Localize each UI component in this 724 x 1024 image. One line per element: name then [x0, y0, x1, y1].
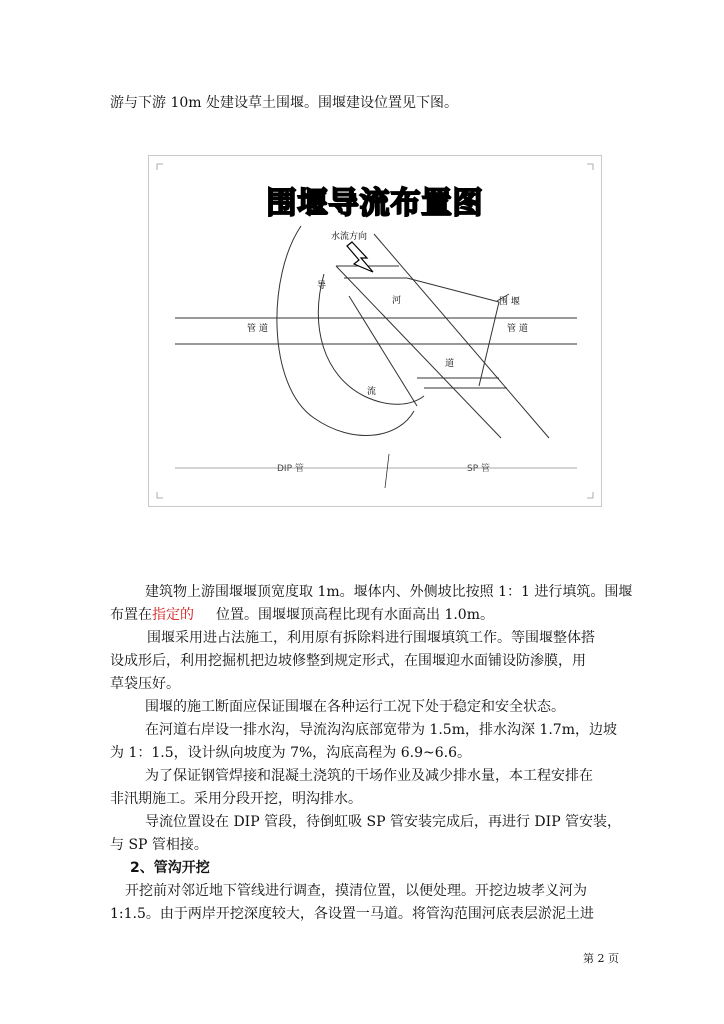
para4-line2: 为 1：1.5，设计纵向坡度为 7%，沟底高程为 6.9~6.6。 — [110, 745, 471, 761]
para5-line2: 非汛期施工。采用分段开挖，明沟排水。 — [110, 791, 362, 807]
label-he: 河 — [392, 296, 402, 306]
para6-line1: 导流位置设在 DIP 管段，待倒虹吸 SP 管安装完成后，再进行 DIP 管安装， — [145, 814, 622, 830]
label-pipe-right: 管 道 — [507, 324, 528, 334]
para7-line1: 开挖前对邻近地下管线进行调查，摸清位置，以便处理。开挖边坡孝义河为 — [125, 883, 587, 899]
diagonal-line-1 — [374, 234, 549, 438]
label-sp-pipe: SP 管 — [467, 464, 491, 474]
para1-line1: 建筑物上游围堰堰顶宽度取 1m。堰体内、外侧坡比按照 1：1 进行填筑。围堰 — [145, 584, 633, 600]
diagonal-line-3 — [349, 296, 417, 406]
para2-line1: 围堰采用进占法施工，利用原有拆除料进行围堰填筑工作。等围堰整体搭 — [147, 630, 595, 646]
label-dao2: 道 — [445, 359, 455, 369]
para6-line2: 与 SP 管相接。 — [110, 837, 208, 853]
para1-line2-b: 位置。围堰堰顶高程比现有水面高出 1.0m。 — [216, 607, 494, 623]
para3-line1: 围堰的施工断面应保证围堰在各种运行工况下处于稳定和安全状态。 — [145, 699, 565, 715]
para5-line1: 为了保证钢管焊接和混凝土浇筑的干场作业及减少排水量，本工程安排在 — [145, 768, 593, 784]
label-pipe-left: 管 道 — [247, 324, 268, 334]
label-dip-pipe: DIP 管 — [277, 464, 304, 474]
para4-line1: 在河道右岸设一排水沟，导流沟沟底部宽带为 1.5m，排水沟深 1.7m，边坡 — [145, 722, 617, 738]
diagonal-line-2 — [336, 266, 501, 438]
para2-line3: 草袋压好。 — [110, 676, 180, 692]
para1-line2-red: 指定的 — [152, 607, 194, 623]
flow-direction-label: 水流方向 — [331, 232, 368, 242]
page-number: 第 2 页 — [583, 952, 619, 965]
intro-line: 游与下游 10m 处建设草土围堰。围堰建设位置见下图。 — [110, 95, 458, 111]
para1-line2-a: 布置在 — [110, 607, 152, 623]
pipe-joint-mark — [385, 454, 389, 488]
figure-title: 围堰导流布置图 — [266, 186, 484, 221]
label-dao: 导 — [317, 281, 327, 291]
para2-line2: 设成形后，利用挖掘机把边坡修整到规定形式，在围堰迎水面铺设防渗膜，用 — [110, 653, 586, 669]
cofferdam-diversion-figure — [148, 155, 602, 507]
para7-line2: 1:1.5。由于两岸开挖深度较大，各设置一马道。将管沟范围河底表层淤泥土进 — [110, 906, 594, 922]
para1-line2 — [110, 605, 494, 625]
section-heading: 2、管沟开挖 — [130, 860, 210, 876]
label-weiyan: 围 堰 — [499, 297, 520, 307]
flow-arrow — [347, 242, 373, 272]
label-liu: 流 — [367, 387, 377, 397]
